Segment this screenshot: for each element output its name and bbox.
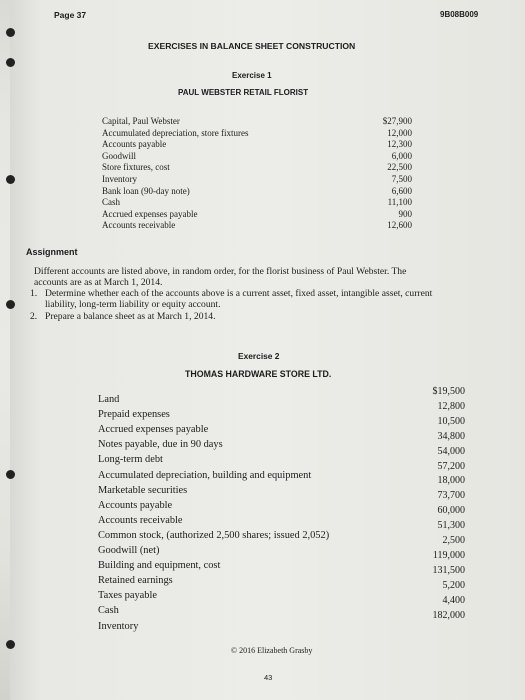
exercise2-account-name: Prepaid expenses: [98, 409, 170, 421]
exercise1-account-amount: 11,100: [387, 197, 412, 208]
exercise2-account-name: Retained earnings: [98, 575, 173, 587]
binder-holes: [10, 0, 24, 700]
exercise2-account-name: Long-term debt: [98, 454, 163, 466]
assignment-intro: [34, 266, 504, 288]
exercise1-account-amount: 12,000: [387, 127, 412, 138]
exercise1-account-name: Goodwill: [102, 150, 137, 161]
exercise2-account-name: Marketable securities: [98, 484, 188, 496]
exercise1-account-name: Capital, Paul Webster: [102, 116, 180, 126]
document-code: 9B08B009: [440, 10, 479, 19]
exercise1-account-amount: 900: [398, 208, 412, 219]
exercise1-account-name: Store fixtures, cost: [102, 162, 170, 173]
assignment-item-1: [45, 288, 515, 310]
exercise1-account-amount: 22,500: [387, 162, 412, 173]
exercise2-account-name: Taxes payable: [98, 590, 157, 602]
binder-hole: [6, 300, 15, 309]
assignment-intro-line: Different accounts are listed above, in random order, for the florist business of Paul Webster. The: [34, 266, 407, 277]
exercise2-account-amount: 18,000: [437, 475, 465, 487]
exercise2-account-amount: 182,000: [432, 609, 465, 621]
paper-page: [10, 0, 525, 700]
exercise2-account-amount: 10,500: [437, 415, 465, 427]
exercise2-account-amount: 51,300: [437, 520, 465, 532]
exercise2-heading: Exercise 2: [238, 351, 280, 361]
exercise1-account-name: Bank loan (90-day note): [102, 185, 190, 196]
exercise2-account-name: Accrued expenses payable: [98, 424, 209, 436]
exercise1-account-name: Accrued expenses payable: [102, 208, 198, 219]
binder-hole: [6, 175, 15, 184]
binder-hole: [6, 470, 15, 479]
exercise1-account-name: Cash: [102, 197, 120, 208]
exercise2-account-name: Cash: [98, 605, 119, 617]
exercise2-account-name: Land: [98, 394, 120, 405]
exercise2-account-amount: 57,200: [437, 460, 465, 472]
assignment-intro-line: accounts are as at March 1, 2014.: [34, 277, 163, 288]
exercise2-account-name: Goodwill (net): [98, 545, 160, 556]
exercise2-account-name: Common stock, (authorized 2,500 shares; issued 2,052): [98, 529, 330, 541]
assignment-item-2-number: 2.: [30, 311, 38, 322]
exercise2-account-amount: 73,700: [437, 490, 465, 502]
exercise2-account-amount: 4,400: [442, 594, 465, 606]
binder-hole: [6, 28, 15, 37]
exercise1-account-name: Accounts payable: [102, 139, 167, 150]
exercise1-account-name: Accounts receivable: [102, 220, 176, 231]
exercise2-account-name: Accounts payable: [98, 499, 173, 511]
assignment-heading: Assignment: [26, 247, 78, 257]
exercise2-account-name: Building and equipment, cost: [98, 560, 221, 572]
exercise2-account-name: Accumulated depreciation, building and equipment: [98, 469, 312, 481]
exercise1-heading: Exercise 1: [232, 71, 272, 80]
exercise1-account-amount: 6,600: [391, 185, 412, 196]
exercise2-account-amount: 119,000: [432, 549, 465, 561]
exercise2-account-amount: 2,500: [442, 535, 465, 546]
assignment-item-line: Determine whether each of the accounts above is a current asset, fixed asset, intangible asset, current: [45, 288, 433, 299]
assignment-item-2: Prepare a balance sheet as at March 1, 2014.: [45, 311, 216, 322]
assignment-item-1-number: 1.: [30, 288, 38, 299]
exercise1-account-amount: 12,300: [387, 139, 412, 150]
exercise1-account-amount: $27,900: [382, 116, 412, 126]
exercise1-company: PAUL WEBSTER RETAIL FLORIST: [178, 88, 309, 97]
assignment-item-line: liability, long-term liability or equity account.: [45, 299, 221, 310]
exercise1-account-name: Accumulated depreciation, store fixtures: [102, 127, 249, 138]
exercise1-account-amount: 12,600: [387, 220, 412, 231]
exercise2-account-amount: 131,500: [432, 564, 465, 576]
page-title: EXERCISES IN BALANCE SHEET CONSTRUCTION: [148, 41, 356, 51]
exercise1-account-amount: 7,500: [391, 174, 412, 184]
exercise2-account-amount: 5,200: [442, 579, 465, 591]
exercise2-account-name: Accounts receivable: [98, 514, 183, 526]
exercise2-company: THOMAS HARDWARE STORE LTD.: [185, 369, 332, 379]
exercise2-account-name: Notes payable, due in 90 days: [98, 439, 223, 451]
exercise1-account-amount: 6,000: [391, 150, 412, 161]
copyright-notice: © 2016 Elizabeth Grasby: [231, 646, 313, 655]
page-number: 43: [264, 673, 273, 682]
exercise2-account-name: Inventory: [98, 620, 139, 632]
exercise2-account-amount: 54,000: [437, 445, 465, 457]
binder-hole: [6, 640, 15, 649]
binder-hole: [6, 58, 15, 67]
page-label: Page 37: [54, 10, 87, 20]
exercise2-account-amount: 12,800: [437, 400, 465, 412]
exercise2-account-amount: $19,500: [432, 386, 465, 397]
exercise2-account-amount: 60,000: [437, 505, 465, 517]
exercise1-account-name: Inventory: [102, 174, 137, 184]
exercise2-account-amount: 34,800: [437, 430, 465, 442]
